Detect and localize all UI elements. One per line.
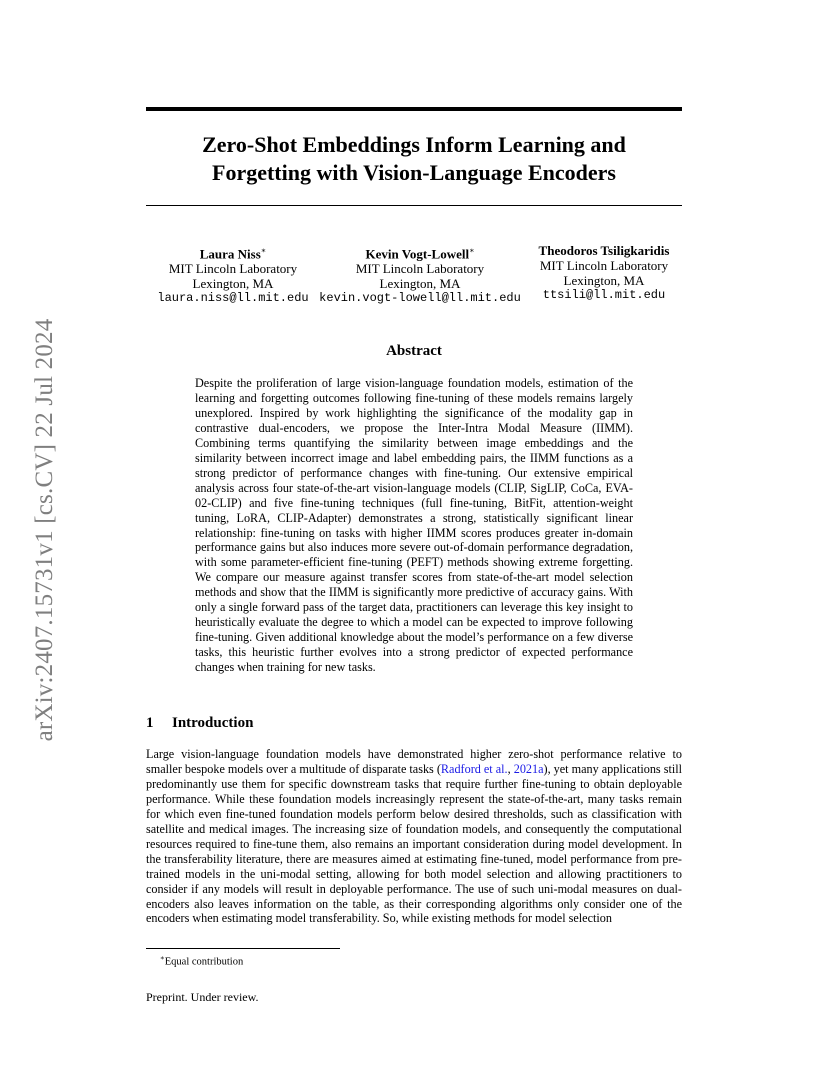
section-heading-introduction: [146, 713, 253, 733]
author-1: [154, 243, 312, 306]
author-email: laura.niss@ll.mit.edu: [157, 291, 309, 306]
intro-text-part-2: ), yet many applications still predominantly use them for specific downstream tasks that require further fine-tuning to obtain deployable performance. While these foundation models increasingly represent the state-of-the-art, many tasks remain for which even fine-tuned foundation models perform below desired thresholds, such as classification with satellite and medical images. The increasing size of foundation models, and consequently the computational resources required to fine-tune them, also remains an important consideration during model development. In the transferability literature, there are measures aimed at estimating fine-tuned, model performance from pre-trained models in the uni-modal setting, allowing for both model selection and allowing practitioners to consider if any models will result in deployable performance. The use of such uni-modal measures on dual-encoders also leaves information on the table, as their corresponding algorithms only consider one of the encoders when estimating model transferability. So, while existing methods for model selection: [146, 761, 683, 926]
section-number: 1: [146, 715, 154, 731]
equal-contribution-mark: ∗: [260, 246, 267, 255]
paper-title: [146, 131, 682, 187]
citation-link-year[interactable]: 2021a: [513, 761, 544, 776]
author-3: [526, 243, 682, 303]
footnote-text: Equal contribution: [164, 956, 244, 968]
author-name: Theodoros Tsiligkaridis: [538, 243, 670, 258]
footnote-mark: ∗: [160, 954, 165, 962]
introduction-paragraph: [146, 747, 682, 926]
citation-link-authors[interactable]: Radford et al.: [440, 761, 508, 776]
section-title: Introduction: [172, 715, 254, 731]
author-affiliation: MIT Lincoln Laboratory: [355, 261, 485, 277]
title-top-rule: [146, 107, 682, 111]
citation-separator: ,: [507, 761, 514, 776]
author-email: kevin.vogt-lowell@ll.mit.edu: [319, 291, 521, 306]
preprint-notice: Preprint. Under review.: [146, 990, 259, 1004]
author-location: Lexington, MA: [563, 273, 645, 288]
footnote-rule: [146, 948, 340, 949]
author-affiliation: MIT Lincoln Laboratory: [168, 261, 298, 277]
arxiv-identifier-stamp: arXiv:2407.15731v1 [cs.CV] 22 Jul 2024: [31, 318, 58, 742]
abstract-text: Despite the proliferation of large vision-language foundation models, estimation of the learning and forgetting outcomes following fine-tuning of these models remains largely unexplored. Inspired by work highlighting the significance of the modality gap in contrastive dual-encoders, we propose the Inter-Intra Modal Measure (IIMM). Combining terms quantifying the similarity between image embeddings and the similarity between incorrect image and label embedding pairs, the IIMM functions as a strong predictor of performance changes with fine-tuning. Our extensive empirical analysis across four state-of-the-art vision-language models (CLIP, SigLIP, CoCa, EVA-02-CLIP) and five fine-tuning techniques (full fine-tuning, BitFit, attention-weight tuning, LoRA, CLIP-Adapter) demonstrates a strong, statistically significant linear relationship: fine-tuning on tasks with higher IIMM scores produces greater in-domain performance gains but also induces more severe out-of-domain performance degradation, with some parameter-efficient fine-tuning (PEFT) methods showing extreme forgetting. We compare our measure against transfer scores from state-of-the-art model selection methods and show that the IIMM is significantly more predictive of accuracy gains. With only a single forward pass of the target data, practitioners can leverage this key insight to heuristically evaluate the degree to which a model can be expected to improve following fine-tuning. Given additional knowledge about the model’s performance on a few diverse tasks, this heuristic further evolves into a strong predictor of expected performance changes when training for new tasks.: [195, 376, 633, 675]
title-line-2: Forgetting with Vision-Language Encoders: [212, 160, 616, 185]
author-location: Lexington, MA: [192, 276, 274, 292]
author-location: Lexington, MA: [379, 276, 461, 292]
equal-contribution-mark: ∗: [469, 246, 475, 255]
author-block: [146, 243, 682, 307]
intro-text-part-1: Large vision-language foundation models have demonstrated higher zero-shot performance relative to smaller bespoke models over a multitude of disparate tasks (: [146, 747, 682, 776]
title-bottom-rule: [146, 205, 682, 206]
author-name: Kevin Vogt-Lowell: [365, 246, 470, 262]
title-line-1: Zero-Shot Embeddings Inform Learning and: [202, 132, 626, 157]
author-2: [319, 243, 521, 306]
author-email: ttsili@ll.mit.edu: [542, 288, 666, 302]
author-name: Laura Niss: [199, 246, 261, 262]
abstract-heading: Abstract: [386, 343, 442, 359]
footnote: [160, 951, 243, 970]
author-affiliation: MIT Lincoln Laboratory: [539, 258, 669, 273]
